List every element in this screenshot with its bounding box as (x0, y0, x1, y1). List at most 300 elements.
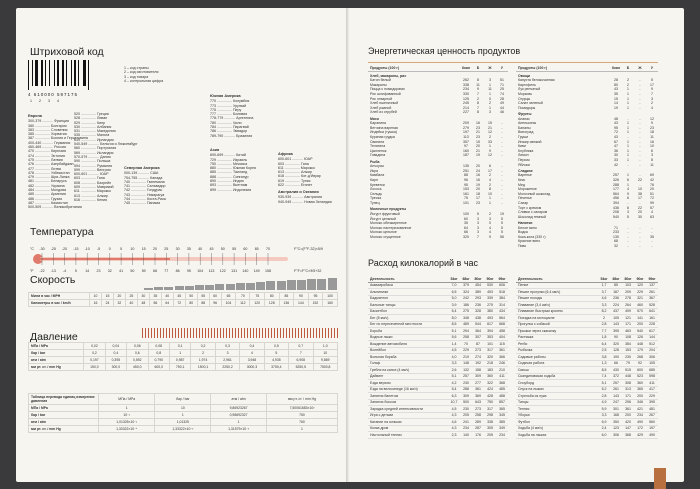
activity-name: Игра с детьми (368, 412, 448, 419)
cell-value: 128 (264, 300, 279, 307)
food-value: 97 (464, 144, 468, 149)
food-value: 153 (463, 187, 469, 192)
kcal-value: 395 (610, 328, 622, 335)
kcal-value: 530 (484, 282, 496, 289)
food-name: Пиво (518, 244, 527, 249)
country-code-row: 742 ............... Гондурас (124, 188, 163, 193)
kcal-value: 209 (622, 289, 634, 296)
kcal-value: 1,8 (598, 334, 610, 341)
activity-name: Сидячая работа (516, 360, 598, 367)
food-name: Картофель (518, 82, 536, 87)
country-code-row: 484 ............... Молдова (28, 188, 66, 193)
title-rule (368, 62, 658, 63)
kcal-value: 493 (484, 315, 496, 322)
food-value: 2 (489, 211, 491, 216)
food-name: Свинина (370, 139, 385, 144)
food-value: 1 (489, 105, 491, 110)
food-value: 1 (627, 101, 629, 106)
kcal-value: 246 (496, 360, 508, 367)
food-value: 12 (488, 130, 492, 135)
food-value: 214 (463, 105, 469, 110)
food-name: Яблоки (518, 162, 530, 167)
food-value: 0 (489, 96, 491, 101)
kcal-value: 4,9 (598, 399, 610, 406)
kcal-value: 294 (460, 328, 472, 335)
food-value: 1 (627, 144, 629, 149)
food-category: Хлеб, макароны, рис (370, 73, 407, 78)
food-value: 2 (489, 135, 491, 140)
food-value: 11 (650, 135, 654, 140)
food-value: 23 (476, 135, 480, 140)
kcal-value: 172 (634, 425, 646, 432)
cell-value: 1,01325×10⁻¹ (99, 419, 155, 426)
food-value: 23 (476, 125, 480, 130)
pressure-ruler (142, 328, 338, 338)
kcal-value: 234 (460, 425, 472, 432)
food-value: 20 (476, 144, 480, 149)
food-name: Хлеб из отрубей (370, 110, 397, 115)
food-value: - (501, 144, 503, 149)
cell-value: 2250,2 (215, 364, 239, 371)
speed-bar (256, 282, 265, 290)
food-value: 3 (489, 110, 491, 115)
kcal-value: 298 (484, 412, 496, 419)
kcal-value: 369 (472, 393, 484, 400)
food-value: 19 (476, 153, 480, 158)
food-value: 43 (614, 121, 618, 126)
cell-value: 1,0 (313, 343, 338, 350)
food-header-cell: Продукты (100 г) (516, 66, 610, 71)
food-value: - (627, 135, 629, 140)
cell-value: 1,33322×10⁻³ (155, 426, 211, 433)
food-value: - (651, 230, 653, 235)
food-value: 9 (627, 191, 629, 196)
food-value: 10 (488, 191, 492, 196)
activity-name: Езда на велосипеде (16 км/ч) (368, 386, 448, 393)
activity-name: Бег (8 км/ч) (368, 315, 448, 322)
food-value: 1 (627, 91, 629, 96)
food-value: 43 (614, 135, 618, 140)
cell-value: 750 (266, 412, 337, 419)
country-code-row: 520 ............... Греция (74, 112, 109, 116)
kcal-value: 411 (496, 373, 508, 380)
food-value: 21 (488, 125, 492, 130)
food-value: 8 (477, 110, 479, 115)
kcal-value: 274 (472, 354, 484, 361)
food-value: 38 (638, 191, 642, 196)
kcal-value: 108 (622, 334, 634, 341)
food-value: - (639, 125, 641, 130)
row-label: мм рт. ст. / mm Hg (29, 364, 84, 371)
food-value: 1 (627, 173, 629, 178)
country-code-row: 560 ............... Португалия (74, 146, 117, 151)
cell-value: 10 (155, 405, 211, 412)
food-name: Сливки с сахаром (518, 210, 548, 215)
food-value: 4 (489, 225, 491, 230)
kcal-value: 540 (634, 328, 646, 335)
country-code-row: 535 ............... Мальта (74, 133, 110, 138)
celsius-tick-label: 45 (209, 247, 214, 251)
country-code-row: 777 ............... Боливия (210, 112, 248, 117)
conversion-header-cell: атм / atm (211, 394, 267, 405)
fahrenheit-tick-label: 5 (74, 269, 77, 273)
kcal-value: 218 (484, 360, 496, 367)
cell-value: 72 (173, 300, 185, 307)
kcal-value: 3,3 (598, 412, 610, 419)
kcal-value: 2,3 (448, 432, 460, 439)
kcal-value: 230 (460, 380, 472, 387)
food-value: 46 (500, 110, 504, 115)
celsius-tick-label: 30 (175, 247, 180, 251)
food-value: 2 (489, 173, 491, 178)
kcal-value: 324 (460, 289, 472, 296)
speed-table (28, 292, 338, 307)
barcode-bar (66, 60, 67, 86)
food-value: 5 (501, 221, 503, 226)
kcal-value: 404 (496, 334, 508, 341)
food-value: 209 (463, 121, 469, 126)
country-column (210, 146, 256, 192)
country-code-row: 482 ............... Украина (28, 183, 65, 188)
food-value: - (639, 116, 641, 121)
food-value: - (501, 201, 503, 206)
food-value: 5 (501, 230, 503, 235)
speed-bar (164, 287, 173, 290)
kcal-value: 438 (472, 315, 484, 322)
food-row (516, 244, 658, 249)
cell-value: 48 (137, 300, 149, 307)
food-value: - (639, 244, 641, 249)
country-code-row: 775 ............... Перу (210, 107, 242, 112)
cell-value: 20 (113, 293, 125, 300)
activity-name: Футбол (516, 419, 598, 426)
kcal-value: 448 (634, 341, 646, 348)
cell-value: 0,2 (84, 350, 105, 357)
kcal-value: 430 (610, 367, 622, 374)
food-value: 33 (614, 157, 618, 162)
food-name: Икра (370, 168, 378, 173)
food-value: - (501, 130, 503, 135)
row-label: МПа / MPa (29, 343, 84, 350)
food-value: 1 (627, 148, 629, 153)
cell-value: 0,7 (289, 343, 313, 350)
cell-value: 1,01325 (155, 419, 211, 426)
kcal-value: 241 (460, 419, 472, 426)
cell-value: 3000,3 (240, 364, 264, 371)
kcal-value: 229 (460, 347, 472, 354)
food-value: 436 (613, 205, 619, 210)
cell-value: 88 (197, 300, 209, 307)
activity-name: Бадминтон (368, 295, 448, 302)
country-code-row: 600-601 ........... ЮАР (74, 172, 109, 177)
food-value: 95 (464, 182, 468, 187)
country-code-row: 885 ............... Таиланд (210, 170, 248, 175)
kcal-value: 275 (484, 302, 496, 309)
kcal-value: 4,3 (448, 425, 460, 432)
food-value: 10 (638, 187, 642, 192)
barcode-bar (71, 60, 72, 86)
country-code-row: 477 ............... Литва (28, 166, 61, 171)
food-value: - (627, 234, 629, 239)
cell-value: 1500,1 (191, 364, 215, 371)
country-code-row: 754-755 ........... Канада (124, 175, 163, 180)
activity-name: Сквош (516, 367, 598, 374)
kcal-value: 420 (622, 419, 634, 426)
kcal-value: 90 (610, 334, 622, 341)
celsius-tick-label: 50 (220, 247, 225, 251)
food-value: 23 (650, 125, 654, 130)
cell-value: 24 (101, 300, 113, 307)
food-value: 15 (488, 121, 492, 126)
food-name: Клубника (518, 148, 534, 153)
food-value: 6 (489, 164, 491, 169)
barcode-key-line: 2 – код изготовителя (124, 70, 159, 75)
kcal-value: 365 (634, 386, 646, 393)
cell-value: 450,0 (127, 364, 148, 371)
cell-value: 40 (161, 293, 173, 300)
food-name: Рис отварной (370, 96, 393, 101)
activity-name: Занятия балетом (368, 393, 448, 400)
kcal-value: 261 (646, 289, 658, 296)
kcal-value: 394 (484, 328, 496, 335)
kcal-value: 617 (484, 321, 496, 328)
activity-name: Вольная борьба (368, 354, 448, 361)
cell-value: 90 (294, 293, 309, 300)
speed-bar (215, 284, 224, 290)
kcal-value: 360 (634, 380, 646, 387)
barcode-bar (35, 60, 38, 86)
barcode-bar (83, 60, 86, 86)
food-value: 11 (650, 162, 654, 167)
kcal-value: 200 (622, 412, 634, 419)
food-value: 1 (627, 87, 629, 92)
food-value: 80 (614, 82, 618, 87)
country-code-row: 890 ............... Индия (210, 179, 244, 184)
pressure-title: Давление (30, 331, 78, 343)
food-value: 257 (613, 173, 619, 178)
food-value: - (639, 130, 641, 135)
cell-value: 0,2 (191, 343, 215, 350)
food-name: Макароны (370, 82, 387, 87)
cell-value: 3,948 (240, 357, 264, 364)
kcal-value: 258 (460, 334, 472, 341)
food-value: - (501, 164, 503, 169)
kcal-value: 368 (622, 432, 634, 439)
food-value: 6 (627, 196, 629, 201)
barcode-bar (32, 60, 33, 86)
activity-name: Уборка (516, 412, 598, 419)
food-name: Груши (518, 135, 529, 140)
celsius-tick-label: -10 (84, 247, 90, 251)
food-value: 177 (613, 187, 619, 192)
fahrenheit-formula: F°F=F°C×9/5+32 (294, 269, 322, 273)
kcal-header-cell: 54кг (598, 276, 610, 282)
kcal-value: 79 (622, 360, 634, 367)
food-name: Карп (370, 178, 378, 183)
activity-name: Катание на коньках (368, 419, 448, 426)
country-group-title: Африка (278, 152, 293, 156)
activity-name: Колка дров (368, 425, 448, 432)
food-value: 4 (489, 230, 491, 235)
country-code-row: 529 ............... Кипр (74, 120, 106, 125)
kcal-value: 8,2 (598, 308, 610, 315)
country-code-row: 590 ............... Польша (74, 159, 111, 164)
kcal-value: 367 (646, 295, 658, 302)
food-value: 9 (489, 234, 491, 239)
food-value: - (501, 168, 503, 173)
food-value: - (639, 144, 641, 149)
cell-value: 152 (308, 300, 323, 307)
food-name: Белое вино (518, 225, 537, 230)
activity-name: Пешие походы (516, 295, 598, 302)
pressure-row (29, 350, 338, 357)
celsius-tick-label: 40 (198, 247, 203, 251)
food-value: 6 (651, 148, 653, 153)
cell-value: 300,0 (105, 364, 126, 371)
kcal-value: 308 (622, 380, 634, 387)
food-value: 5 (651, 78, 653, 83)
food-name: Лук репчатый (518, 87, 541, 92)
food-value: - (501, 139, 503, 144)
conversion-header-row (29, 394, 338, 405)
conversion-row (29, 419, 338, 426)
food-value: 16 (650, 139, 654, 144)
kcal-value: 5,1 (448, 373, 460, 380)
kcal-value: 606 (496, 282, 508, 289)
celsius-tick-label: -30 (39, 247, 45, 251)
cell-value: 75 (250, 293, 265, 300)
barcode-bar (41, 60, 43, 86)
cell-value: 9,869 (313, 357, 338, 364)
kcal-value: 4,2 (448, 380, 460, 387)
country-code-row: 475 ............... Латвия (28, 157, 63, 162)
food-value: 130 (613, 234, 619, 239)
cell-value: 25 (125, 293, 137, 300)
country-code-row: 540-549 ........... Бельгия и Люксембург (74, 142, 138, 147)
kcal-value: 5,2 (598, 386, 610, 393)
kcal-value: 8,0 (448, 315, 460, 322)
food-value: - (639, 78, 641, 83)
food-value: 1 (627, 105, 629, 110)
food-value: - (627, 162, 629, 167)
kcal-row (516, 432, 658, 439)
food-value: 9 (477, 87, 479, 92)
cell-value: 7500,8 (313, 364, 338, 371)
kcal-value: 293 (472, 295, 484, 302)
country-code-row: 600-601 ........... ЮАР (278, 157, 313, 162)
country-code-row: 888 ............... Сингапур (210, 174, 249, 179)
country-code-row: 880 ............... Южная Корея (210, 166, 256, 171)
country-code-row: 899 ............... Индонезия (210, 187, 252, 192)
fahrenheit-tick-label: -13 (50, 269, 56, 273)
speed-bar (297, 280, 306, 290)
kcal-value: 275 (460, 308, 472, 315)
country-group-title: Европа (28, 114, 42, 118)
food-value: - (651, 225, 653, 230)
food-value: 11 (476, 82, 480, 87)
kcal-value: 228 (646, 321, 658, 328)
kcal-value: 205 (484, 432, 496, 439)
barcode-key-line: 1 – код страны (124, 66, 149, 70)
kcal-value: 395 (646, 399, 658, 406)
food-value: 7 (477, 105, 479, 110)
speed-bar (226, 284, 235, 290)
food-value: 3 (477, 221, 479, 226)
country-code-row: 893 ............... Вьетнам (210, 183, 248, 188)
kcal-value: 305 (484, 425, 496, 432)
speed-bar (307, 279, 316, 290)
food-value: 245 (463, 101, 469, 106)
food-header-cell: Ж (634, 66, 646, 71)
cell-value: 80 (264, 293, 279, 300)
food-value: 5 (627, 214, 629, 219)
food-value: 30 (638, 214, 642, 219)
kcal-value: 2 (598, 315, 610, 322)
food-value: 74 (500, 91, 504, 96)
kcal-value: 210 (496, 367, 508, 374)
food-value: 7 (477, 91, 479, 96)
country-code-row: 470 ............... Киргизия (28, 149, 66, 154)
cell-value: 16 (90, 300, 102, 307)
celsius-tick-label: -5 (96, 247, 101, 251)
barcode-bar (49, 60, 50, 86)
kcal-value: 485 (496, 386, 508, 393)
barcode-key-line: 4 – контрольная цифра (124, 78, 164, 83)
country-code-row: 000-139 ........... США (124, 171, 159, 176)
food-value: 51 (650, 191, 654, 196)
kcal-value: 3,3 (598, 302, 610, 309)
kcal-value: 384 (496, 295, 508, 302)
food-name: Красное вино (518, 239, 541, 244)
kcal-value: 234 (634, 412, 646, 419)
food-name: Молоко обезжиренное (370, 221, 407, 226)
country-group-title: Азия (210, 148, 220, 152)
barcode-bar (74, 60, 76, 86)
food-value: 4 (627, 187, 629, 192)
country-code-row: 528 ............... Ливан (74, 116, 108, 121)
kcal-value: 144 (646, 334, 658, 341)
food-value: 5 (477, 211, 479, 216)
country-code-row: 729 ............... Израиль (210, 157, 248, 162)
cell-value: 0,395 (105, 357, 126, 364)
country-code-row: 500-509 ........... Великобритания (28, 205, 82, 210)
food-name: Баранина (370, 121, 386, 126)
cell-value: 1,974 (191, 357, 215, 364)
food-value: - (639, 105, 641, 110)
cell-value: 136 (279, 300, 294, 307)
food-value: 113 (463, 135, 469, 140)
kcal-value: 123 (610, 425, 622, 432)
cell-value: 45 (173, 293, 185, 300)
food-value: 22 (638, 178, 642, 183)
food-value: 64 (464, 225, 468, 230)
food-value: 20 (638, 210, 642, 215)
kcal-value: 321 (634, 295, 646, 302)
country-code-row: 613 ............... Алжир (278, 170, 312, 175)
food-value: 12 (650, 116, 654, 121)
food-value: 43 (614, 87, 618, 92)
country-code-row: 603 ............... Гана (74, 176, 105, 181)
country-code-row: 383 ............... Словения (28, 127, 68, 132)
food-value: - (639, 201, 641, 206)
kcal-value: 187 (610, 289, 622, 296)
kcal-value: 179 (634, 347, 646, 354)
kcal-value: 296 (622, 399, 634, 406)
activity-name: Бег по пересеченной местности (368, 321, 448, 328)
food-value: - (639, 121, 641, 126)
food-value: 28 (614, 78, 618, 83)
kcal-value: 8,5 (598, 367, 610, 374)
